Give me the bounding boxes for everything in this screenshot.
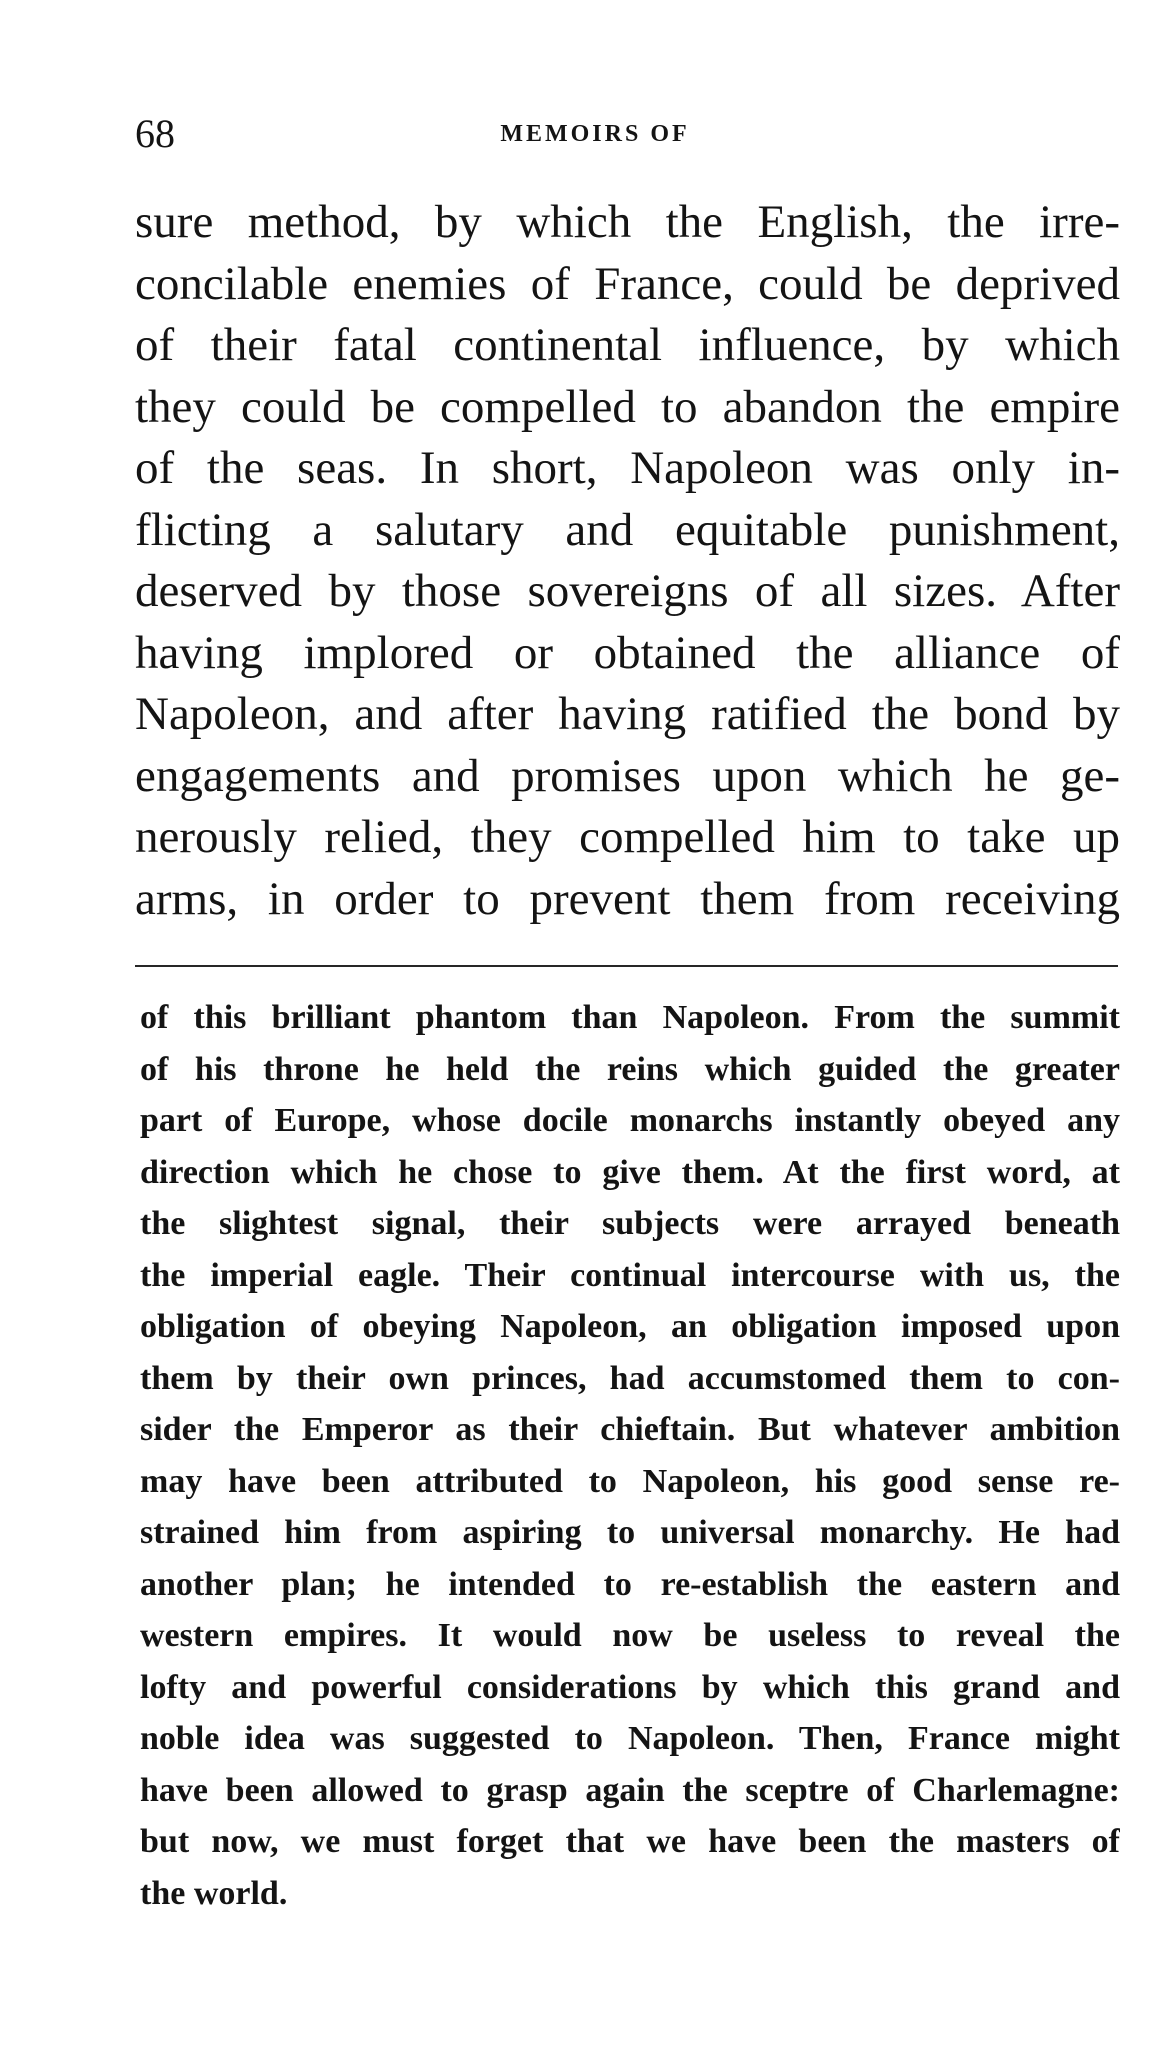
footnote-line: obligation of obeying Napoleon, an obligation imposed upon bbox=[140, 1308, 1120, 1345]
footnote-line: but now, we must forget that we have been the masters of bbox=[140, 1823, 1120, 1860]
footnote-line: part of Europe, whose docile monarchs instantly obeyed any bbox=[140, 1102, 1120, 1139]
footnote-line: western empires. It would now be useless to reveal the bbox=[140, 1617, 1120, 1654]
text-line: flicting a salutary and equitable punishment, bbox=[135, 503, 1120, 556]
footnote-line: have been allowed to grasp again the sceptre of Charlemagne: bbox=[140, 1771, 1120, 1809]
footnote-line: the imperial eagle. Their continual intercourse with us, the bbox=[140, 1256, 1120, 1294]
footnote-line: direction which he chose to give them. At the first word, at bbox=[140, 1153, 1120, 1191]
running-head: MEMOIRS OF bbox=[500, 121, 690, 147]
footnote-line: strained him from aspiring to universal monarchy. He had bbox=[140, 1514, 1120, 1551]
text-line: Napoleon, and after having ratified the bond by bbox=[135, 688, 1120, 740]
footnote-line: sider the Emperor as their chieftain. But whatever ambition bbox=[140, 1411, 1120, 1448]
page-header bbox=[135, 112, 1125, 156]
footnote-line: them by their own princes, had accumstomed them to con- bbox=[140, 1359, 1120, 1397]
text-line: they could be compelled to abandon the empire bbox=[135, 380, 1120, 433]
text-line: nerously relied, they compelled him to take up bbox=[135, 811, 1120, 863]
text-line: sure method, by which the English, the irre- bbox=[135, 196, 1120, 248]
footnote-line: the slightest signal, their subjects were arrayed beneath bbox=[140, 1205, 1120, 1242]
footnote-divider bbox=[135, 965, 1118, 967]
footnote-line: of this brilliant phantom than Napoleon. From the summit bbox=[140, 999, 1120, 1036]
text-line: engagements and promises upon which he ge- bbox=[135, 749, 1120, 802]
footnote-line: lofty and powerful considerations by which this grand and bbox=[140, 1668, 1120, 1706]
text-line: deserved by those sovereigns of all sizes. After bbox=[135, 565, 1120, 617]
footnote-line: noble idea was suggested to Napoleon. Then, France might bbox=[140, 1720, 1120, 1757]
text-line: having implored or obtained the alliance of bbox=[135, 626, 1120, 679]
page-number: 68 bbox=[135, 111, 175, 156]
text-line: of their fatal continental influence, by which bbox=[135, 319, 1120, 371]
text-line: arms, in order to prevent them from receiving bbox=[135, 872, 1120, 925]
footnote-block bbox=[140, 992, 1120, 1919]
main-text-block bbox=[135, 192, 1120, 930]
footnote-line: the world. bbox=[140, 1874, 288, 1912]
footnote-line: may have been attributed to Napoleon, his good sense re- bbox=[140, 1462, 1120, 1500]
text-line: of the seas. In short, Napoleon was only in- bbox=[135, 442, 1120, 494]
footnote-line: of his throne he held the reins which guided the greater bbox=[140, 1050, 1120, 1088]
text-line: concilable enemies of France, could be deprived bbox=[135, 257, 1120, 310]
footnote-line: another plan; he intended to re-establish the eastern and bbox=[140, 1565, 1120, 1603]
